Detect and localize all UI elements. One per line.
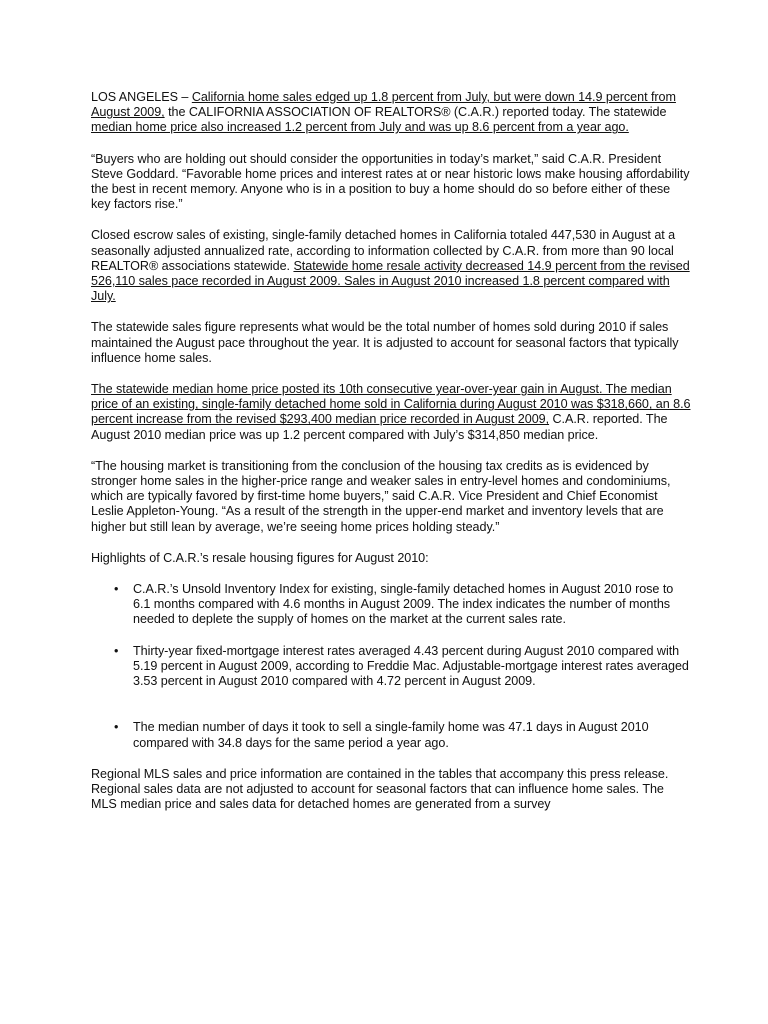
- closed-escrow-text: Closed escrow sales of existing, single-family detached homes in California totaled 447,530 in August at a seasonally adjusted annualized rate, according to information collected by C.A.R. from more than 90 local REALTOR® associations statewide.: [91, 228, 676, 273]
- list-item: [91, 582, 691, 628]
- median-price-paragraph: [91, 382, 691, 443]
- highlights-intro: Highlights of C.A.R.’s resale housing figures for August 2010:: [91, 550, 429, 565]
- underlined-resale-activity: Statewide home resale activity decreased 14.9 percent from the revised 526,110 sales pace recorded in August 2009. Sales in August 2010 increased 1.8 percent compared with July.: [91, 258, 690, 304]
- dateline: LOS ANGELES –: [91, 90, 192, 104]
- lead-paragraph: [91, 90, 691, 136]
- bullet-icon: •: [114, 720, 119, 735]
- list-item: [91, 644, 691, 690]
- lead-text: the CALIFORNIA ASSOCIATION OF REALTORS® (C.A.R.) reported today. The statewide: [164, 105, 667, 120]
- bullet-icon: •: [114, 643, 119, 658]
- goddard-quote-paragraph: “Buyers who are holding out should consider the opportunities in today’s market,” said C.A.R. President Steve Goddard. “Favorable home prices and interest rates at or near historic lows make housing affordability the best in recent memory. Anyone who is in a position to buy a home should do so before either of these key factors rise.”: [91, 151, 690, 212]
- highlights-list: [91, 582, 691, 751]
- list-item-text: Thirty-year fixed-mortgage interest rates averaged 4.43 percent during August 2010 compared with 5.19 percent in August 2009, according to Freddie Mac. Adjustable-mortgage interest rates averaged 3.53 percent in August 2010 compared with 4.72 percent in August 2009.: [133, 643, 689, 689]
- list-item-text: C.A.R.’s Unsold Inventory Index for existing, single-family detached homes in August 2010 rose to 6.1 months compared with 4.6 months in August 2009. The index indicates the number of months needed to deplete the supply of homes on the market at the current sales rate.: [133, 582, 674, 627]
- list-item-text: The median number of days it took to sell a single-family home was 47.1 days in August 2010 compared with 34.8 days for the same period a year ago.: [133, 720, 649, 750]
- underlined-price-summary: median home price also increased 1.2 percent from July and was up 8.6 percent from a year ago.: [91, 120, 629, 135]
- press-release-page: [91, 90, 691, 828]
- appleton-young-quote-paragraph: “The housing market is transitioning from the conclusion of the housing tax credits as is evidenced by stronger home sales in the higher-price range and weaker sales in entry-level homes and condominiums, which are typically favored by first-time home buyers,” said C.A.R. Vice President and Chief Economist Leslie Appleton-Young. “As a result of the strength in the upper-end market and inventory levels that are higher but still lean by average, we’re seeing home prices holding steady.”: [91, 458, 671, 534]
- regional-mls-paragraph: Regional MLS sales and price information are contained in the tables that accompany this press release. Regional sales data are not adjusted to account for seasonal factors that can influence home sales. The MLS median price and sales data for detached homes are generated from a survey: [91, 766, 669, 812]
- underlined-sales-summary: California home sales edged up 1.8 percent from July, but were down 14.9 percent from August 2009,: [91, 90, 676, 120]
- median-price-text: C.A.R. reported. The August 2010 median price was up 1.2 percent compared with July’s $314,850 median price.: [91, 412, 668, 442]
- list-item: [91, 720, 691, 750]
- underlined-median-price: The statewide median home price posted its 10th consecutive year-over-year gain in August. The median price of an existing, single-family detached home sold in California during August 2010 was $318,660, an 8.6 percent increase from the revised $293,400 median price recorded in August 2009,: [91, 382, 691, 427]
- sales-figure-paragraph: The statewide sales figure represents what would be the total number of homes sold during 2010 if sales maintained the August pace throughout the year. It is adjusted to account for seasonal factors that typically influence home sales.: [91, 320, 679, 365]
- closed-escrow-paragraph: [91, 228, 691, 304]
- bullet-icon: •: [114, 582, 119, 597]
